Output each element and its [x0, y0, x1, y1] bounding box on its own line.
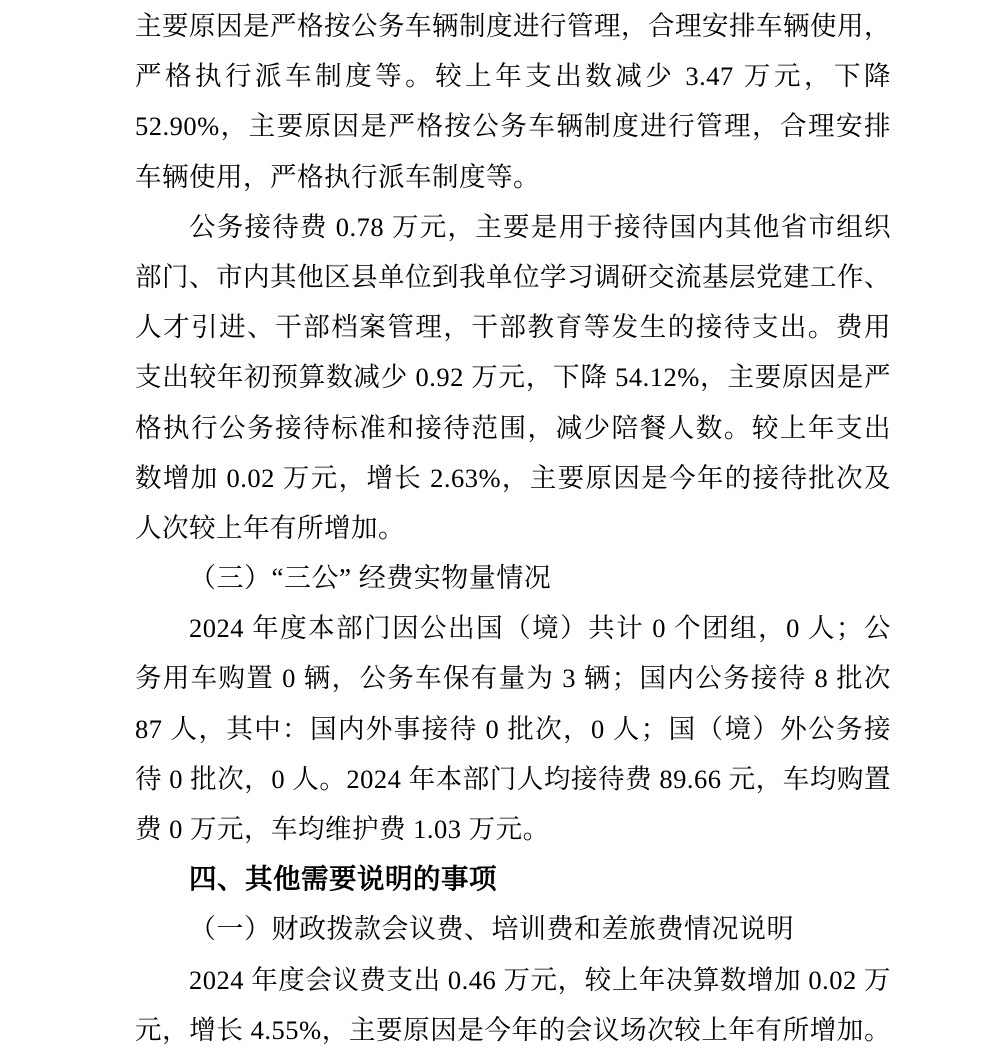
body-line: 严格执行派车制度等。较上年支出数减少 3.47 万元，下降 [135, 61, 891, 92]
body-line: 52.90%，主要原因是严格按公务车辆制度进行管理，合理安排 [135, 111, 891, 142]
body-line: 车辆使用，严格执行派车制度等。 [135, 161, 540, 192]
subsection-heading-three-gong: （三）“三公” 经费实物量情况 [189, 563, 552, 594]
body-line: 部门、市内其他区县单位到我单位学习调研交流基层党建工作、 [135, 261, 891, 292]
body-line: 公务接待费 0.78 万元，主要是用于接待国内其他省市组织 [189, 211, 891, 242]
body-line: 元，增长 4.55%，主要原因是今年的会议场次较上年有所增加。 [135, 1014, 891, 1045]
body-line: 人次较上年有所增加。 [135, 512, 405, 543]
body-line: 数增加 0.02 万元，增长 2.63%，主要原因是今年的接待批次及 [135, 462, 891, 493]
body-line: 格执行公务接待标准和接待范围，减少陪餐人数。较上年支出 [135, 412, 891, 443]
section-heading-four: 四、其他需要说明的事项 [189, 863, 497, 895]
body-line: 2024 年度本部门因公出国（境）共计 0 个团组，0 人；公 [189, 613, 891, 644]
body-line: 主要原因是严格按公务车辆制度进行管理，合理安排车辆使用， [135, 11, 891, 41]
body-line: 务用车购置 0 辆，公务车保有量为 3 辆；国内公务接待 8 批次 [135, 663, 891, 694]
document-text-block [135, 1, 891, 1055]
body-line: 费 0 万元，车均维护费 1.03 万元。 [135, 814, 550, 844]
body-line: 人才引进、干部档案管理，干部教育等发生的接待支出。费用 [135, 312, 891, 343]
body-line: 支出较年初预算数减少 0.92 万元，下降 54.12%，主要原因是严 [135, 362, 891, 393]
body-line: 2024 年度会议费支出 0.46 万元，较上年决算数增加 0.02 万 [189, 964, 891, 995]
subsection-heading-one: （一）财政拨款会议费、培训费和差旅费情况说明 [189, 914, 794, 945]
body-line: 待 0 批次，0 人。2024 年本部门人均接待费 89.66 元，车均购置 [135, 763, 891, 794]
body-line: 87 人，其中：国内外事接待 0 批次，0 人；国（境）外公务接 [135, 713, 891, 744]
